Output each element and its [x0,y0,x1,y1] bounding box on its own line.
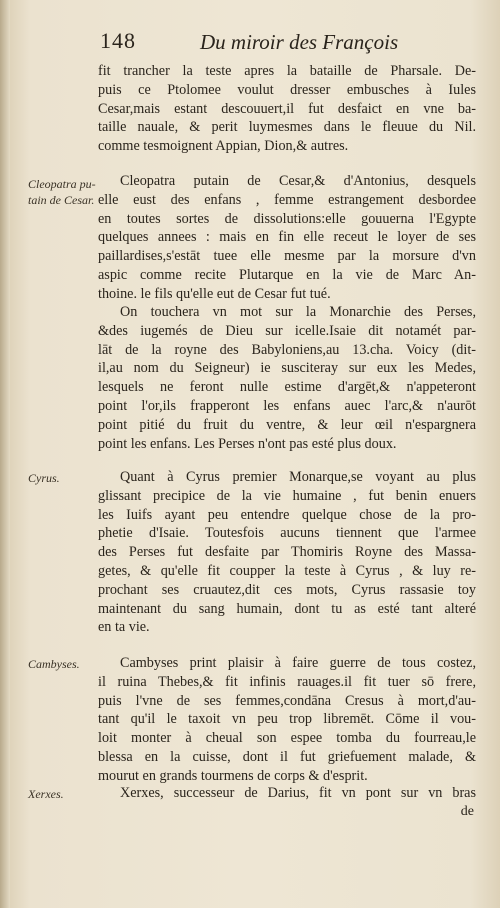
text-line: phetie d'Isaie. Toutesfois aucuns tiennent que l'armee [98,525,476,542]
paragraph-perses [98,303,476,453]
paragraph-xerxes [98,784,476,803]
text-line: On touchera vn mot sur la Monarchie des Perses, [120,304,476,320]
text-line: quelques annees : mais en fin elle receut le loyer de ses [98,229,476,246]
catchword: de [460,804,474,819]
text-line: point les enfans. Les Perses n'ont pas esté plus doux. [98,435,397,452]
margin-note-cambyses: Cambyses. [28,657,80,671]
text-line: des Perses fut desfaite par Thomiris Royne des Massa- [98,544,476,561]
text-line: glissant precipice de la vie humaine , fut benin enuers [98,487,476,504]
page-gutter [0,0,10,908]
text-line: getes, & qu'elle fit coupper la teste à Cyrus , & luy re- [98,562,476,579]
text-line: puis ce Ptolomee voulut dresser embusches à Iules [98,81,476,98]
text-line: Cesar,mais estant descouuert,il fut desfaict en vne ba- [98,100,476,117]
paragraph-cleopatra [98,172,476,304]
margin-note-cleopatra [28,176,96,208]
paragraph-cambyses [98,654,476,786]
text-line: mourut en grands tourmens de corps & d'esprit. [98,767,368,784]
text-line: lesquels ne feront nulle estime d'argēt,& n'appeteront [98,379,476,396]
margin-note-line: tain de Cesar. [28,193,95,207]
text-line: puis l'vne de ses femmes,condāna Cresus à mort,d'au- [98,692,476,709]
text-line: paillardises,s'estāt tuee elle mesme par la morsure d'vn [98,248,476,265]
paragraph-cyrus [98,468,476,637]
text-line: en toutes sortes de dissolutions:elle gouuerna l'Egypte [98,210,476,227]
margin-note-xerxes: Xerxes. [28,787,64,801]
text-line: prochant ses cruautez,dit ces mots, Cyrus rassasie toy [98,581,476,598]
text-line: elle eust des enfans , femme estrangement desbordee [98,191,476,208]
text-line: comme tesmoignent Appian, Dion,& autres. [98,138,349,155]
text-line: il,au nom du Seigneur) ie susciteray sur eux les Medes, [98,360,476,377]
running-title: Du miroir des François [200,30,399,54]
text-line: les Iuifs ayant peu entendre quelque chose de la pro- [98,506,476,523]
text-line: maintenant du sang humain, dont tu as esté tant alteré [98,600,476,617]
text-line: blessa en la cuisse, dont il fut griefuement malade, & [98,748,476,765]
text-line: fit trancher la teste apres la bataille de Pharsale. De- [98,63,476,79]
margin-note-line: Cleopatra pu- [28,177,96,191]
text-line: Quant à Cyrus premier Monarque,se voyant au plus [120,469,476,485]
margin-note-cyrus: Cyrus. [28,471,60,485]
text-line: aspic comme recite Plutarque en la vie de Marc An- [98,266,476,283]
text-line: lāt de la royne des Babyloniens,au 13.cha. Voicy (dit- [98,341,476,358]
text-line: loit monter à cheual son espee tomba du fourreau,le [98,730,476,747]
text-line: tant qu'il le taxoit vn peu trop libremēt. Cōme il vou- [98,711,476,728]
text-line: en ta vie. [98,619,150,636]
text-line: Cleopatra putain de Cesar,& d'Antonius, desquels [120,173,476,189]
paragraph-pharsale [98,62,476,156]
text-line: Xerxes, successeur de Darius, fit vn pont sur vn bras [120,785,476,801]
text-line: point pitié du fruit du ventre, & leur œil n'espargnera [98,416,476,433]
text-line: taille nauale, & perit luymesmes dans le fleuue du Nil. [98,119,476,136]
text-line: &des iugemés de Dieu sur icelle.Isaie dit notamét par- [98,322,476,339]
text-line: thoine. le fils qu'elle eut de Cesar fut tué. [98,285,331,302]
text-line: il ruina Thebes,& fit infinis rauages.il fit tuer sō frere, [98,673,476,690]
text-line: point l'or,ils frapperont les enfans auec l'arc,& n'aurōt [98,397,476,414]
page-header [100,28,476,58]
text-line: Cambyses print plaisir à faire guerre de tous costez, [120,655,476,671]
page-number: 148 [100,28,136,53]
